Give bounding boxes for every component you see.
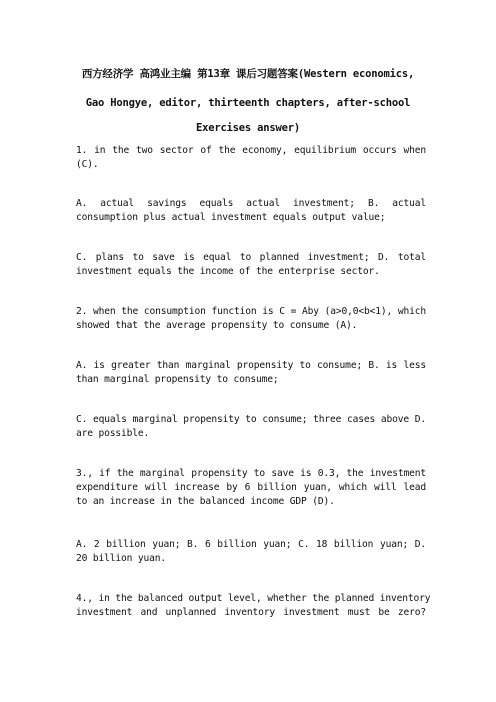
text-line: A. actual savings equals actual investment; B. actual <box>76 198 426 209</box>
text-line: A. is greater than marginal propensity to consume; B. is less <box>76 360 426 371</box>
paragraph-q2-options-ab <box>76 359 426 387</box>
paragraph-q2-options-cd <box>76 413 426 441</box>
text-line: C. equals marginal propensity to consume; three cases above D. <box>76 414 426 425</box>
paragraph-q1-options-ab <box>76 197 426 225</box>
text-line: investment and unplanned inventory investment must be zero? <box>76 607 426 618</box>
text-line: showed that the average propensity to consume (A). <box>76 320 358 331</box>
document-title-line-3: Exercises answer) <box>195 122 301 134</box>
text-line: 3., if the marginal propensity to save is 0.3, the investment <box>76 468 426 479</box>
text-line: 4., in the balanced output level, whether the planned inventory <box>76 593 431 604</box>
text-line: to an increase in the balanced income GDP (D). <box>76 496 335 507</box>
paragraph-q1-options-cd <box>76 251 426 279</box>
text-line: expenditure will increase by 6 billion yuan, which will lead <box>76 482 426 493</box>
text-line: 20 billion yuan. <box>76 553 167 564</box>
text-line: are possible. <box>76 428 150 439</box>
text-line: (C). <box>76 159 99 170</box>
text-line: 1. in the two sector of the economy, equilibrium occurs when <box>76 145 426 156</box>
paragraph-q4 <box>76 592 431 620</box>
paragraph-q1 <box>76 144 426 172</box>
text-line: investment equals the income of the enterprise sector. <box>76 266 380 277</box>
document-title-line-1: 西方经济学 高鸿业主编 第13章 课后习题答案(Western economics, <box>81 68 415 80</box>
paragraph-q3 <box>76 467 426 509</box>
text-line: consumption plus actual investment equals output value; <box>76 212 386 223</box>
paragraph-q2 <box>76 305 426 333</box>
document-title-line-2: Gao Hongye, editor, thirteenth chapters, after-school <box>85 97 411 109</box>
paragraph-q3-options <box>76 538 426 566</box>
text-line: C. plans to save is equal to planned investment; D. total <box>76 252 426 263</box>
text-line: 2. when the consumption function is C = Aby (a>0,0<b<1), which <box>76 306 426 317</box>
text-line: than marginal propensity to consume; <box>76 374 279 385</box>
text-line: A. 2 billion yuan; B. 6 billion yuan; C. 18 billion yuan; D. <box>76 539 426 550</box>
